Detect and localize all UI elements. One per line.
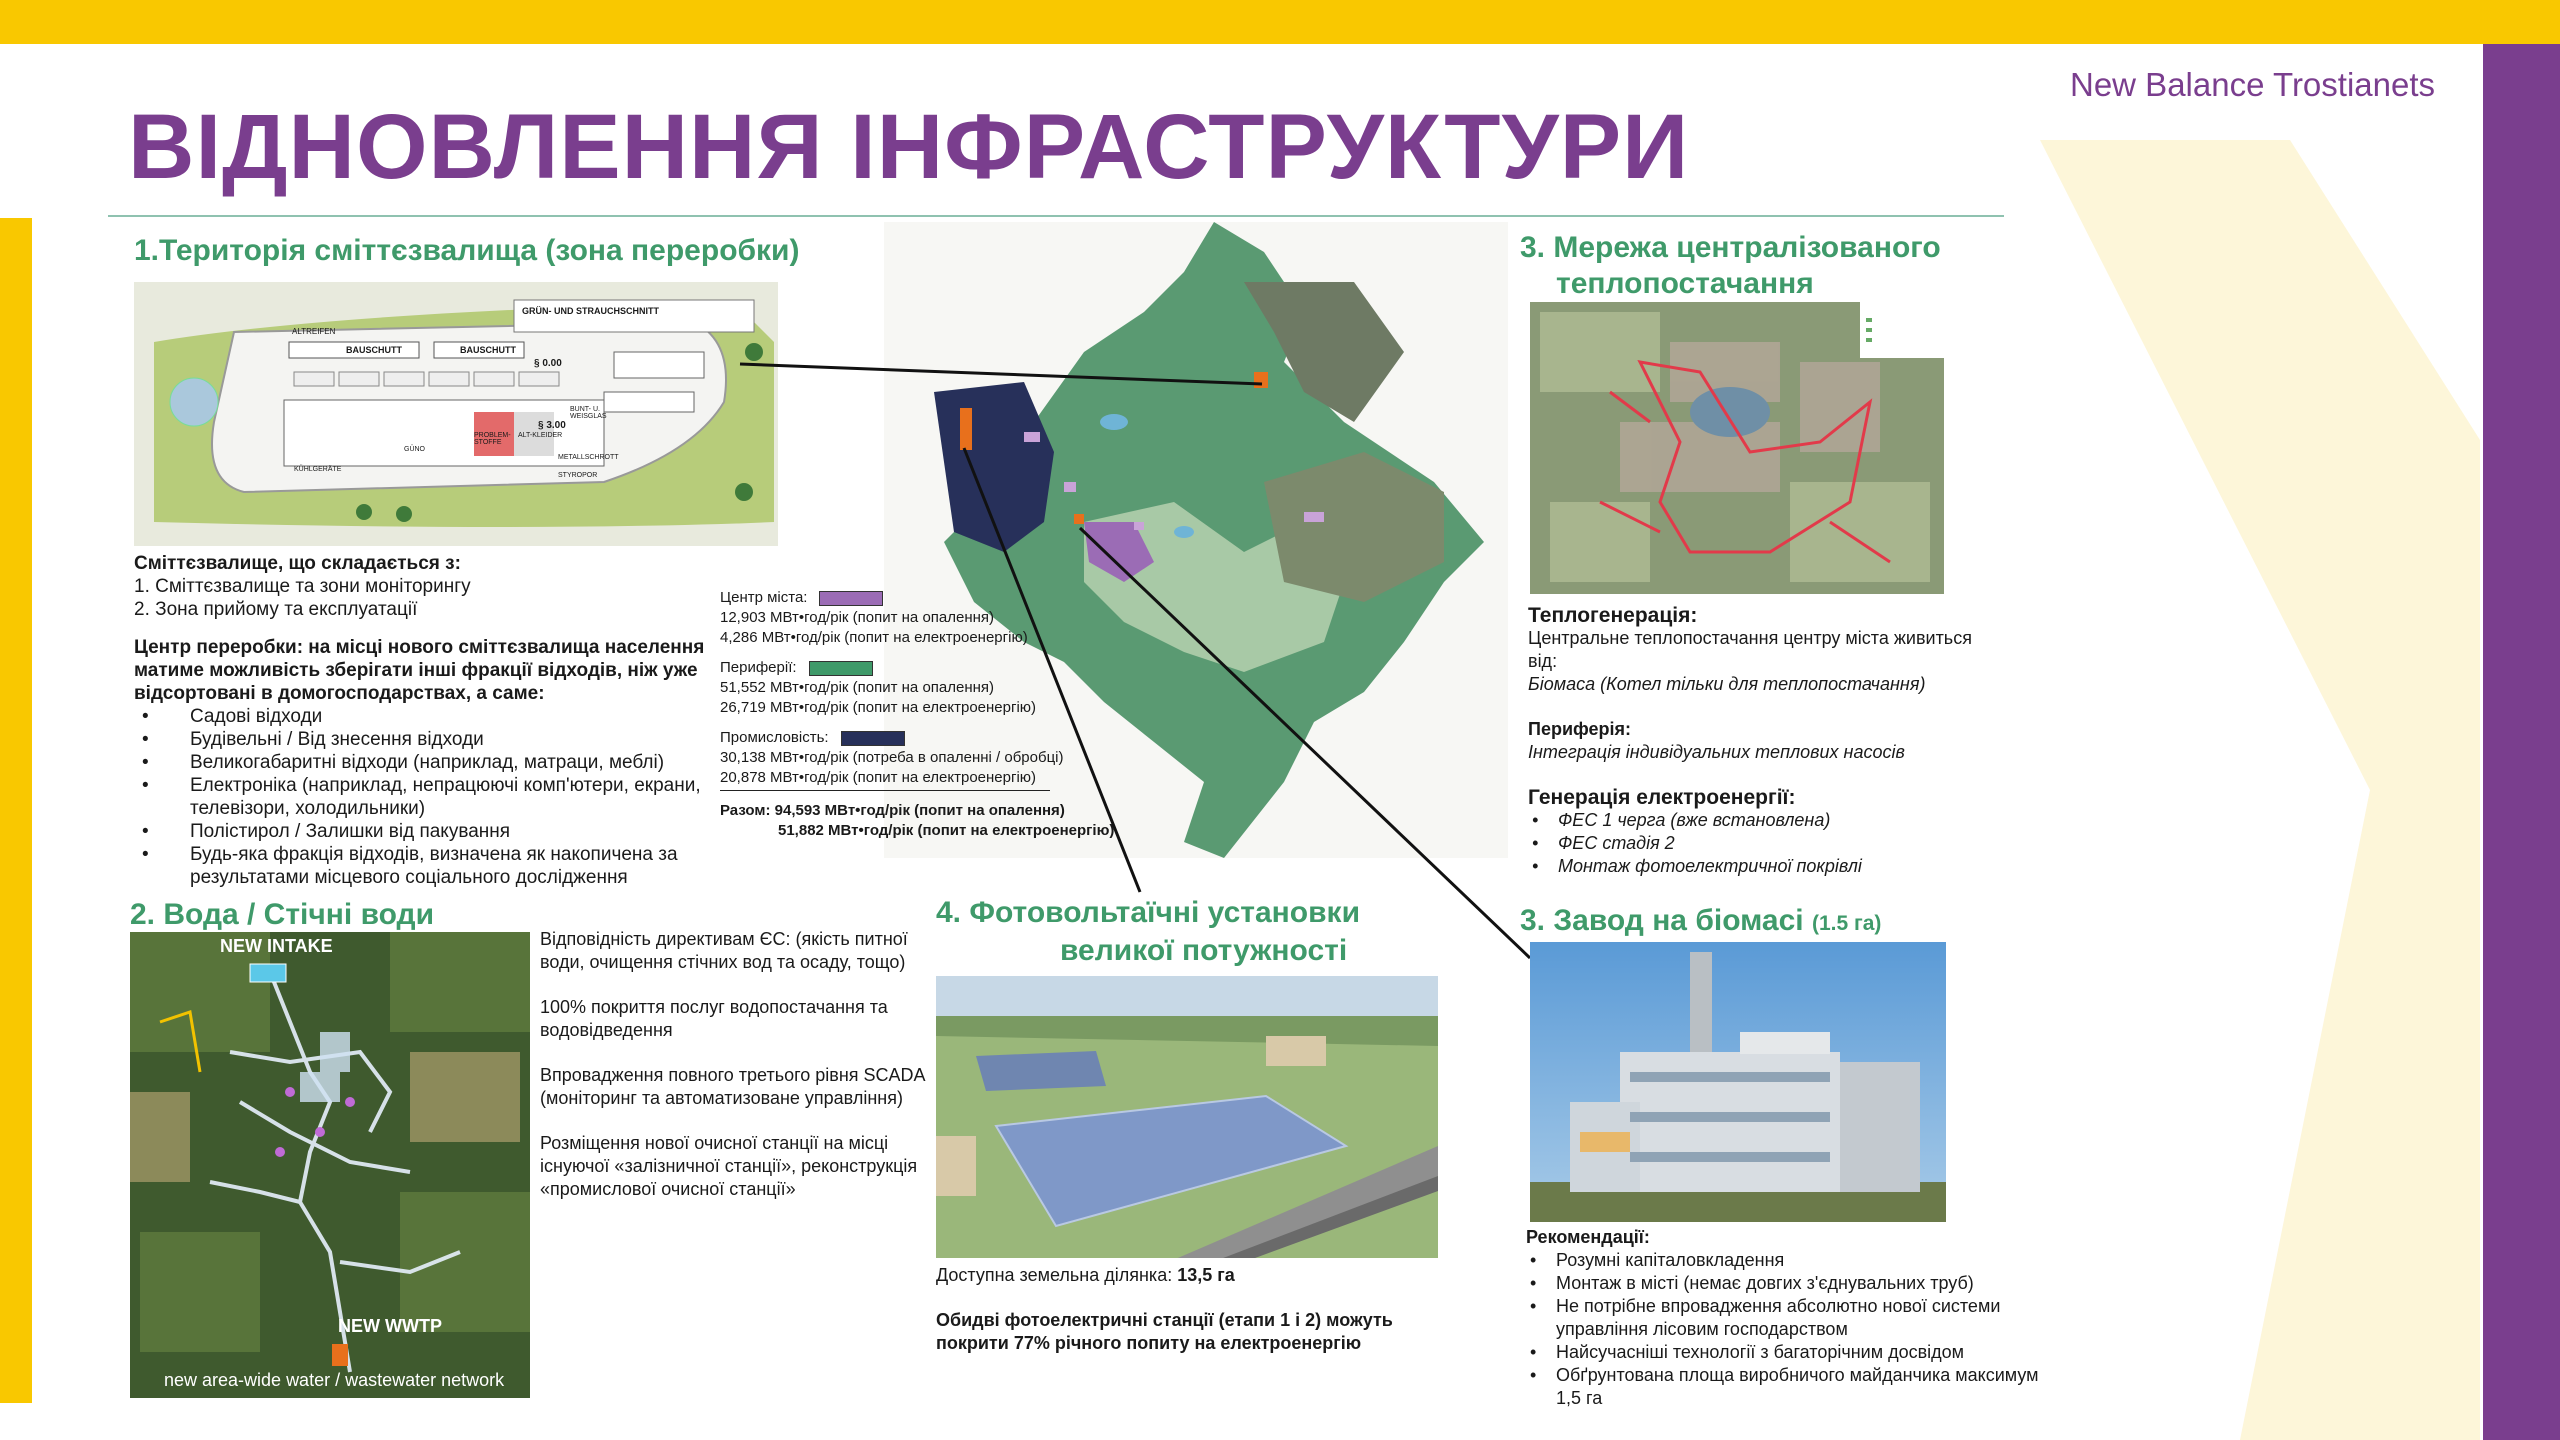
rec-title: Рекомендації: (1526, 1227, 1650, 1247)
recycling-center-title: Центр переробки: на місці нового сміттєзвалища населення матиме можливість зберігати інші фракції відходів, ніж уже відсортовані в домогосподарствах, а саме: (134, 637, 705, 704)
legend-line: 51,552 МВт•год/рік (попит на опалення) (720, 679, 995, 696)
periphery-italic: Інтеграція індивідуальних теплових насосів (1528, 742, 1905, 762)
list-item: • Розумні капіталовкладення (1526, 1249, 2046, 1272)
plan-label-guno: GÜNO (404, 446, 425, 453)
list-item: • ФЕС 1 черга (вже встановлена) (1528, 809, 1978, 832)
list-item: • Будь-яка фракція відходів, визначена як накопичена за результатами місцевого соціального дослідження (134, 843, 714, 889)
list-item: • Електроніка (наприклад, непрацюючі комп'ютери, екрани, телевізори, холодильники) (134, 774, 714, 820)
energy-demand-legend (720, 588, 1160, 841)
heading-line: теплопостачання (1556, 267, 1814, 300)
legend-line: 12,903 МВт•год/рік (попит на опалення) (720, 609, 995, 626)
list-item: • Не потрібне впровадження абсолютно нової системи управління лісовим господарством (1526, 1295, 2046, 1341)
list-item: • Великогабаритні відходи (наприклад, матраци, меблі) (134, 751, 714, 774)
water-paragraph: Відповідність директивам ЄС: (якість питної води, очищення стічних вод та осаду, тощо) (540, 929, 908, 972)
water-paragraph: Впровадження повного третього рівня SCADA (моніторинг та автоматизоване управління) (540, 1065, 925, 1108)
land-value: 13,5 га (1177, 1265, 1235, 1285)
water-paragraph: 100% покриття послуг водопостачання та водовідведення (540, 997, 888, 1040)
legend-swatch-periphery (809, 661, 873, 676)
map-new-wwtp: NEW WWTP (338, 1316, 442, 1336)
plan-label-bauschutt-2: BAUSCHUTT (460, 345, 516, 355)
solar-plant-photo (936, 976, 1438, 1258)
heading-area: (1.5 га) (1811, 912, 1882, 935)
water-text-block (540, 928, 940, 1223)
heat-gen-italic: Біомаса (Котел тільки для теплопостачання) (1528, 674, 1926, 694)
list-item: • Найсучасніші технології з багаторічним досвідом (1526, 1341, 2046, 1364)
legend-line: 30,138 МВт•год/рік (потреба в опаленні / обробці) (720, 749, 1064, 766)
rec-list (1526, 1249, 2046, 1410)
plan-label-bauschutt: BAUSCHUTT (346, 345, 402, 355)
plan-label-glas: BUNT- U. WEISGLAS (570, 406, 607, 420)
heat-generation-block (1528, 604, 1978, 878)
legend-line: 4,286 МВт•год/рік (попит на електроенергію) (720, 629, 1028, 646)
plan-label-scale-3: § 3.00 (538, 420, 566, 431)
legend-periphery-label: Периферії: (720, 659, 797, 676)
plan-label-styropor: STYROPOR (558, 472, 598, 479)
heading-text: 3. Завод на біомасі (1520, 904, 1804, 937)
legend-line: 20,878 МВт•год/рік (попит на електроенергію) (720, 768, 1050, 791)
plan-label-metall: METALLSCHROTT (558, 454, 619, 461)
heat-gen-title: Теплогенерація: (1528, 604, 1698, 627)
composition-item: 1. Сміттєзвалище та зони моніторингу (134, 576, 471, 597)
list-item: • Полістирол / Залишки від пакування (134, 820, 714, 843)
heading-line: великої потужності (1060, 934, 1348, 967)
legend-line: 26,719 МВт•год/рік (попит на електроенергію) (720, 699, 1037, 716)
list-item: • Обґрунтована площа виробничого майданчика максимум 1,5 га (1526, 1364, 2046, 1410)
heating-network-map (1530, 302, 1944, 594)
legend-industry-label: Промисловість: (720, 729, 829, 746)
composition-item: 2. Зона прийому та експлуатації (134, 599, 418, 620)
composition-title: Сміттєзвалище, що складається з: (134, 553, 461, 574)
plan-label-kuhl: KÜHLGERÄTE (294, 466, 342, 473)
legend-total-heating: Разом: 94,593 МВт•год/рік (попит на опалення) (720, 802, 1065, 819)
heading-line: 4. Фотовольтаїчні установки (936, 896, 1361, 929)
list-item: • Будівельні / Від знесення відходи (134, 728, 714, 751)
list-item: • Садові відходи (134, 705, 714, 728)
heat-gen-text: Центральне теплопостачання центру міста живиться від: (1528, 628, 1972, 671)
list-item: • ФЕС стадія 2 (1528, 832, 1978, 855)
plan-label-green: GRÜN- UND STRAUCHSCHNITT (522, 306, 659, 316)
periphery-title: Периферія: (1528, 719, 1632, 739)
page-title: ВІДНОВЛЕННЯ ІНФРАСТРУКТУРИ (128, 96, 1690, 198)
biomass-plant-photo (1530, 942, 1946, 1222)
power-list (1528, 809, 1978, 878)
map-caption: new area-wide water / wastewater network (164, 1370, 505, 1390)
brand-name: New Balance Trostianets (2070, 66, 2436, 103)
plan-label-altkleider: ALT-KLEIDER (518, 432, 563, 439)
section3-biomass-heading (1520, 904, 1881, 938)
land-label: Доступна земельна ділянка: (936, 1265, 1178, 1285)
section1-heading: 1.Територія сміттєзвалища (зона переробки) (134, 234, 800, 267)
solar-summary: Обидві фотоелектричні станції (етапи 1 і 2) можуть покрити 77% річного попиту на електроенергію (936, 1310, 1393, 1353)
legend-swatch-city (819, 591, 883, 606)
legend-total-electricity: 51,882 МВт•год/рік (попит на електроенергію) (778, 822, 1115, 839)
plan-label-problem: PROBLEM-STOFFE (474, 432, 511, 446)
section3-heat-heading (1520, 230, 1941, 302)
land-area-line (936, 1264, 1456, 1287)
list-item: • Монтаж фотоелектричної покрівлі (1528, 855, 1978, 878)
legend-city-label: Центр міста: (720, 589, 808, 606)
plan-label-altreifen: ALTREIFEN (292, 327, 336, 336)
water-network-map (130, 932, 530, 1398)
water-paragraph: Розміщення нової очисної станції на місці існуючої «залізничної станції», реконструкція «промислової очисної станції» (540, 1133, 918, 1199)
section4-heading (936, 894, 1360, 970)
list-item: • Монтаж в місті (немає довгих з'єднувальних труб) (1526, 1272, 2046, 1295)
legend-swatch-industry (841, 731, 905, 746)
plan-label-scale-0: § 0.00 (534, 358, 562, 369)
heading-line: 3. Мережа централізованого (1520, 231, 1941, 264)
section2-heading: 2. Вода / Стічні води (130, 898, 435, 931)
biomass-recommendations (1526, 1226, 2046, 1410)
map-new-intake: NEW INTAKE (220, 936, 333, 956)
solar-text-block (936, 1264, 1456, 1355)
power-title: Генерація електроенергії: (1528, 786, 1796, 809)
